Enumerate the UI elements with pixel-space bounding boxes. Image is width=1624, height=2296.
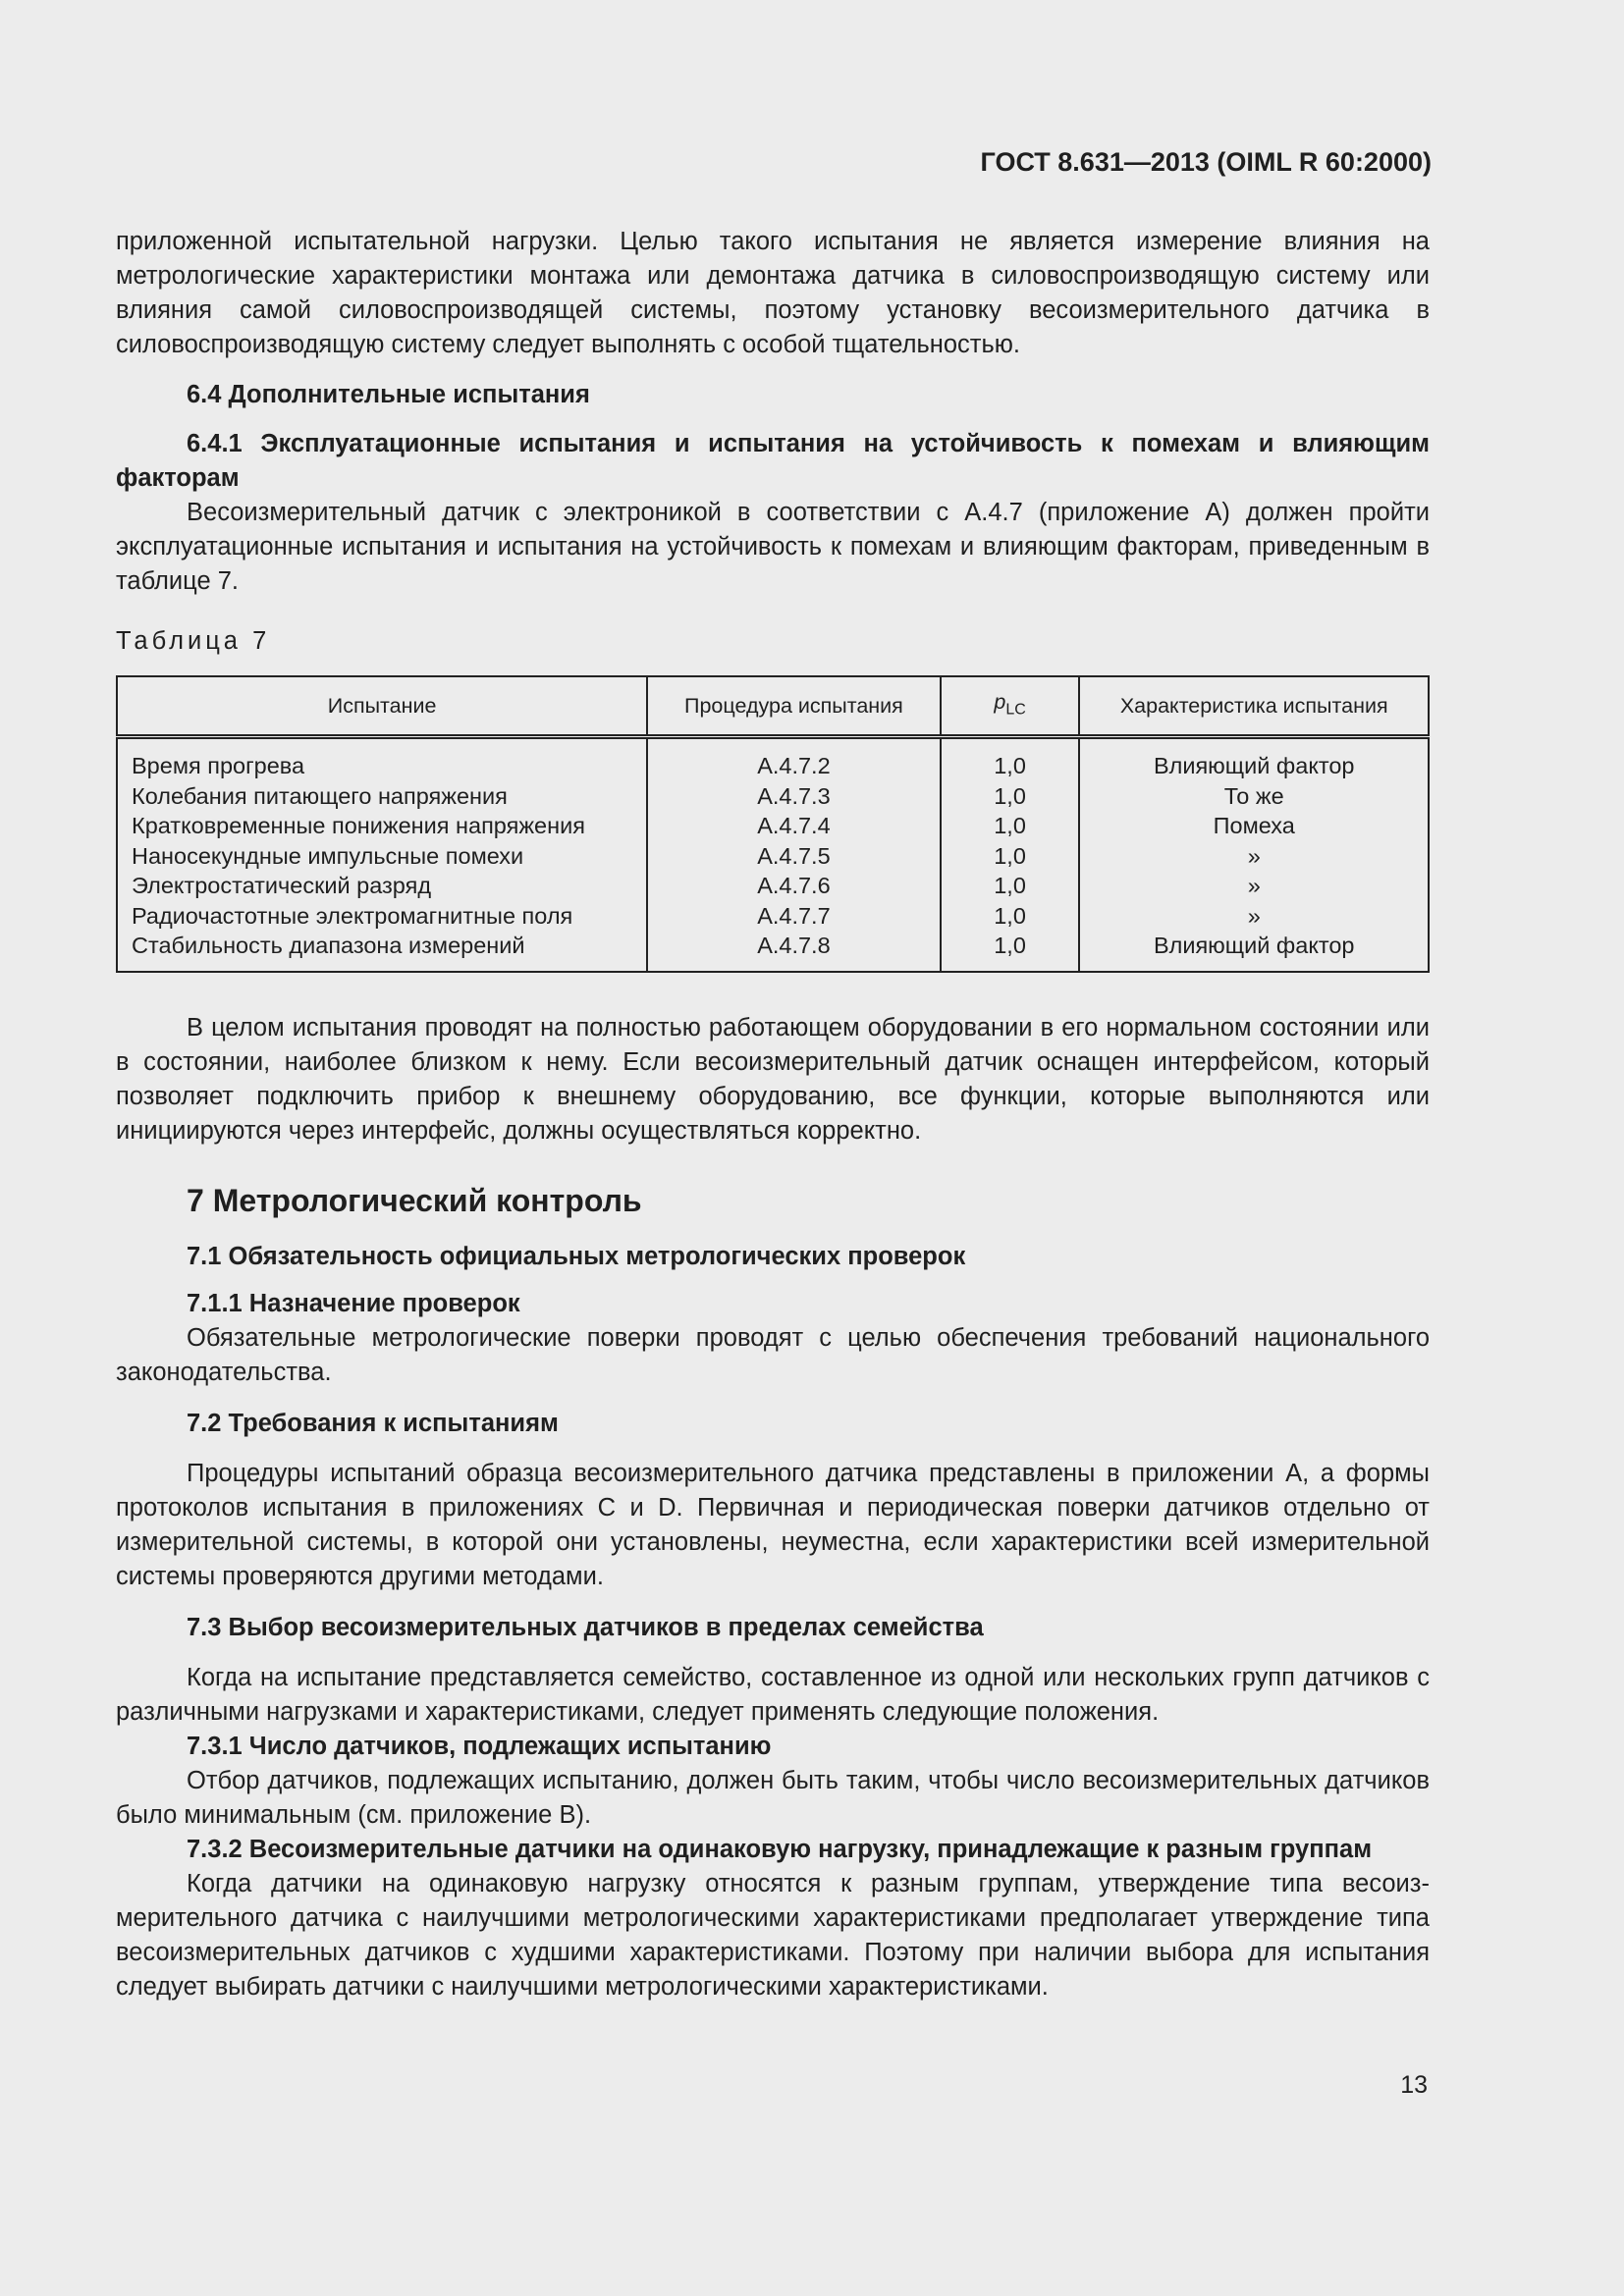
row-plc: 1,0 — [994, 842, 1026, 869]
table-header-characteristic: Характеристика испытания — [1079, 676, 1429, 737]
section-7-1-title: 7.1 Обязательность официальных метрологических проверок — [187, 1243, 966, 1270]
section-7-3-2-title: 7.3.2 Весоизмерительные датчики на одинаковую нагрузку, принадлежащие к разным группам — [187, 1836, 1373, 1863]
section-7-2-title: 7.2 Требования к испытаниям — [187, 1410, 559, 1437]
row-plc: 1,0 — [994, 782, 1026, 809]
row-test-name: Колебания питающего напряжения — [132, 782, 508, 809]
table-bottom-row — [117, 961, 1429, 972]
row-characteristic: То же — [1223, 782, 1284, 809]
section-7-3-1-text: Отбор датчиков, подлежащих испытанию, должен быть таким, чтобы число весоизмерительных датчиков было минимальным (см. приложение В). — [116, 1767, 1430, 1829]
row-characteristic: Влияющий фактор — [1153, 753, 1355, 778]
row-procedure: А.4.7.3 — [757, 782, 831, 809]
row-procedure: А.4.7.2 — [757, 753, 831, 778]
row-procedure: А.4.7.5 — [757, 842, 831, 869]
section-6-4-title: 6.4 Дополнительные испытания — [187, 381, 590, 408]
table-cell — [1079, 737, 1429, 961]
row-characteristic: » — [1247, 873, 1261, 898]
table-cell — [941, 737, 1080, 961]
table-header-procedure: Процедура испытания — [647, 676, 941, 737]
row-characteristic: Влияющий фактор — [1153, 933, 1355, 958]
row-plc: 1,0 — [994, 813, 1026, 838]
row-test-name: Электростатический разряд — [132, 873, 432, 898]
table-cell — [117, 737, 647, 961]
document-header: ГОСТ 8.631—2013 (OIML R 60:2000) — [980, 147, 1432, 177]
table-row — [117, 737, 1429, 961]
row-plc: 1,0 — [994, 753, 1026, 778]
page-number: 13 — [1400, 2071, 1428, 2099]
row-plc: 1,0 — [994, 873, 1026, 898]
table-header-plc — [941, 676, 1080, 737]
section-6-4-1-title: 6.4.1 Эксплуатационные испытания и испытания на устойчивость к помехам и влияющим факторам — [116, 430, 1430, 492]
row-characteristic: » — [1247, 842, 1261, 869]
row-test-name: Кратковременные понижения напряжения — [132, 813, 585, 838]
section-7-title: 7 Метрологический контроль — [187, 1183, 642, 1218]
section-6-4-1-text: Весоизмерительный датчик с электроникой в соответствии с А.4.7 (приложение А) должен пройти эксплуатационные испытания и испытания на устойчивость к помехам и влияющим факторам, приведенным в таблице 7. — [116, 499, 1430, 595]
table-header-test: Испытание — [117, 676, 647, 737]
row-characteristic: Помеха — [1213, 813, 1295, 838]
section-7-1-1-text: Обязательные метрологические поверки проводят с целью обеспечения требований национального законодательства. — [116, 1324, 1430, 1386]
plc-subscript: LC — [1005, 700, 1026, 718]
row-test-name: Стабильность диапазона измерений — [132, 933, 525, 958]
row-procedure: А.4.7.4 — [757, 813, 831, 838]
row-test-name: Время прогрева — [132, 753, 305, 778]
table-caption: Таблица 7 — [116, 627, 271, 655]
row-test-name: Радиочастотные электромагнитные поля — [132, 902, 573, 929]
row-plc: 1,0 — [994, 902, 1026, 929]
text-block-2 — [116, 1011, 1430, 2004]
table-cell — [647, 737, 941, 961]
row-procedure: А.4.7.7 — [757, 902, 831, 929]
plc-symbol: p — [994, 689, 1006, 714]
row-test-name: Наносекундные импульсные помехи — [132, 842, 524, 869]
intro-paragraph: приложенной испытательной нагрузки. Целью такого испытания не является измерение влияния на метрологические характеристики монтажа или демонтажа датчика в силовоспроизводящую систему или влияния самой силовоспроизводящей системы, поэтому установку весоизмерительного датчика в силовоспроизводящую систему следует выполнять с особой тщательностью. — [116, 228, 1430, 358]
row-procedure: А.4.7.8 — [757, 933, 831, 958]
section-7-3-2-text: Когда датчики на одинаковую нагрузку относятся к разным группам, утверждение типа весоизмерительного датчика с наилучшими метрологическими характеристиками предполагает утверждение типа весоизмерительных датчиков с худшими характеристиками. Поэтому при наличии выбора для испытания следует выбирать датчики с наилучшими метрологическими характеристиками. — [116, 1870, 1430, 2001]
section-7-3-1-title: 7.3.1 Число датчиков, подлежащих испытанию — [187, 1733, 772, 1760]
row-plc: 1,0 — [994, 933, 1026, 958]
section-7-3-text: Когда на испытание представляется семейство, составленное из одной или нескольких групп датчиков с различными нагрузками и характеристиками, следует применять следующие положения. — [116, 1664, 1430, 1726]
section-7-3-title: 7.3 Выбор весоизмерительных датчиков в пределах семейства — [187, 1614, 984, 1641]
text-block-1 — [116, 225, 1430, 659]
table-7 — [116, 675, 1430, 973]
row-procedure: А.4.7.6 — [757, 873, 831, 898]
table-wrapper — [116, 675, 1430, 973]
section-7-1-1-title: 7.1.1 Назначение проверок — [187, 1290, 520, 1317]
section-7-2-text: Процедуры испытаний образца весоизмерительного датчика представлены в приложении А, а формы протоколов испытания в приложениях С и D. Первичная и периодическая поверки датчиков отдельно от измерительной системы, в которой они установлены, неуместна, если характеристики всей измерительной системы проверяются другими методами. — [116, 1460, 1430, 1590]
after-table-paragraph: В целом испытания проводят на полностью работающем оборудовании в его нормальном состоянии или в состоянии, наиболее близком к нему. Если весоизмерительный датчик оснащен интерфейсом, который позволяет подключить прибор к внешнему оборудованию, все функции, которые выполняются или инициируются через интерфейс, должны осуществляться корректно. — [116, 1014, 1430, 1145]
row-characteristic: » — [1247, 902, 1261, 929]
